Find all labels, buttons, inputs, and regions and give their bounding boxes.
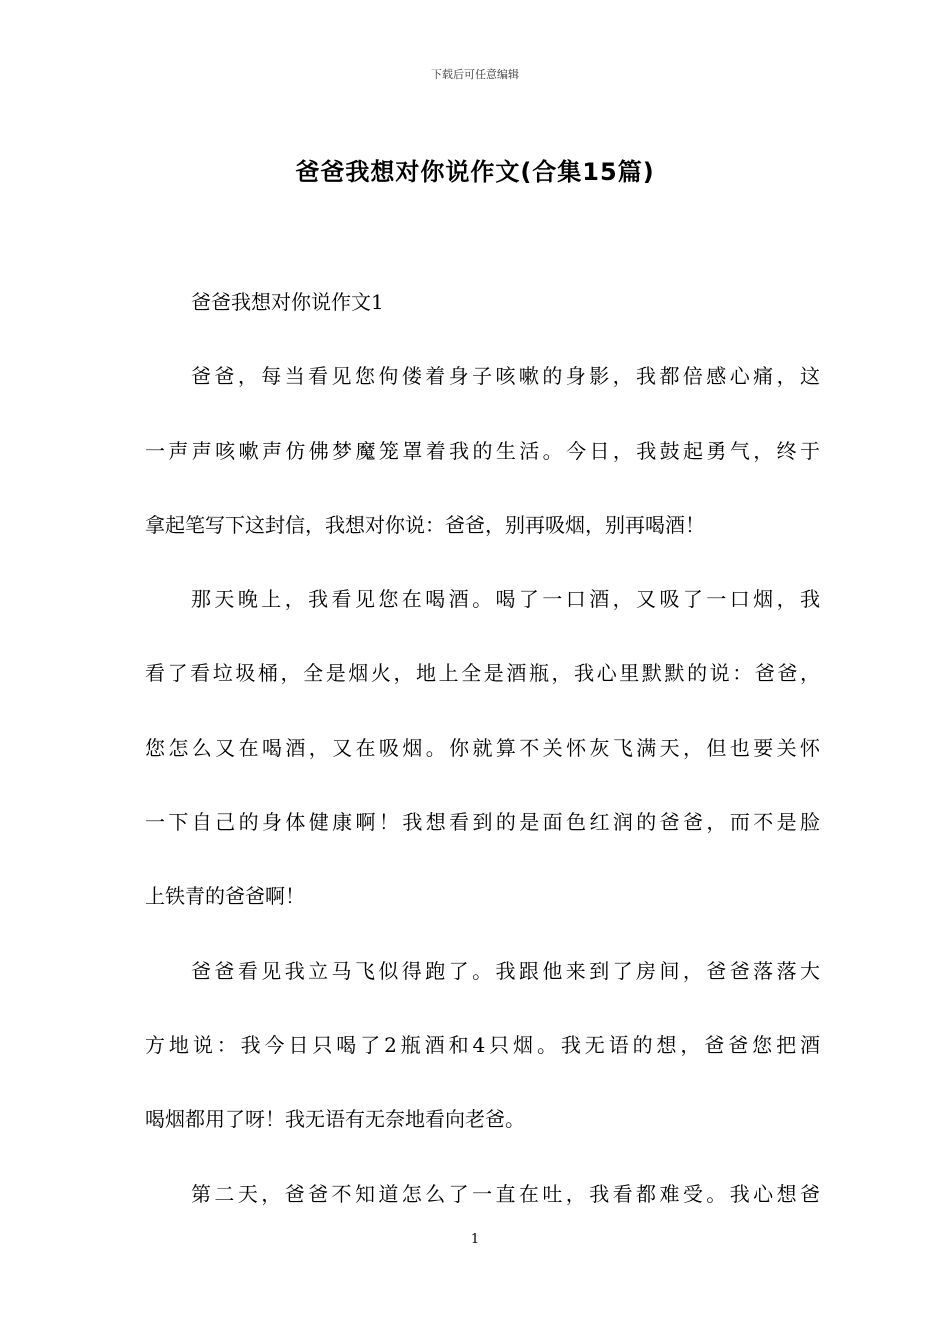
page-number: 1 xyxy=(470,1232,480,1247)
text-line: 您怎么又在喝酒，又在吸烟。你就算不关怀灰飞满天，但也要关怀 xyxy=(145,735,820,760)
text-line: 爸爸我想对你说作文1 xyxy=(191,290,384,314)
document-body xyxy=(145,282,820,1248)
document-title: 爸爸我想对你说作文(合集15篇) xyxy=(295,158,655,186)
text-line: 上铁青的爸爸啊！ xyxy=(145,884,305,909)
header-note: 下载后可任意编辑 xyxy=(431,68,519,81)
text-line: 一下自己的身体健康啊！我想看到的是面色红润的爸爸，而不是脸 xyxy=(145,810,820,835)
text-line: 看了看垃圾桶，全是烟火，地上全是酒瓶，我心里默默的说：爸爸， xyxy=(145,661,820,686)
text-line: 爸爸看见我立马飞似得跑了。我跟他来到了房间，爸爸落落大 xyxy=(191,958,820,983)
text-line: 那天晚上，我看见您在喝酒。喝了一口酒，又吸了一口烟，我 xyxy=(191,587,820,612)
text-line: 拿起笔写下这封信，我想对你说：爸爸，别再吸烟，别再喝酒！ xyxy=(145,512,705,537)
text-line: 一声声咳嗽声仿佛梦魔笼罩着我的生活。今日，我鼓起勇气，终于 xyxy=(145,438,820,463)
text-line: 方地说：我今日只喝了2瓶酒和4只烟。我无语的想，爸爸您把酒 xyxy=(145,1032,820,1057)
text-line: 喝烟都用了呀！我无语有无奈地看向老爸。 xyxy=(145,1107,525,1132)
text-line: 第二天，爸爸不知道怎么了一直在吐，我看都难受。我心想爸 xyxy=(191,1181,820,1206)
text-line: 爸爸，每当看见您佝偻着身子咳嗽的身影，我都倍感心痛，这 xyxy=(191,364,820,389)
